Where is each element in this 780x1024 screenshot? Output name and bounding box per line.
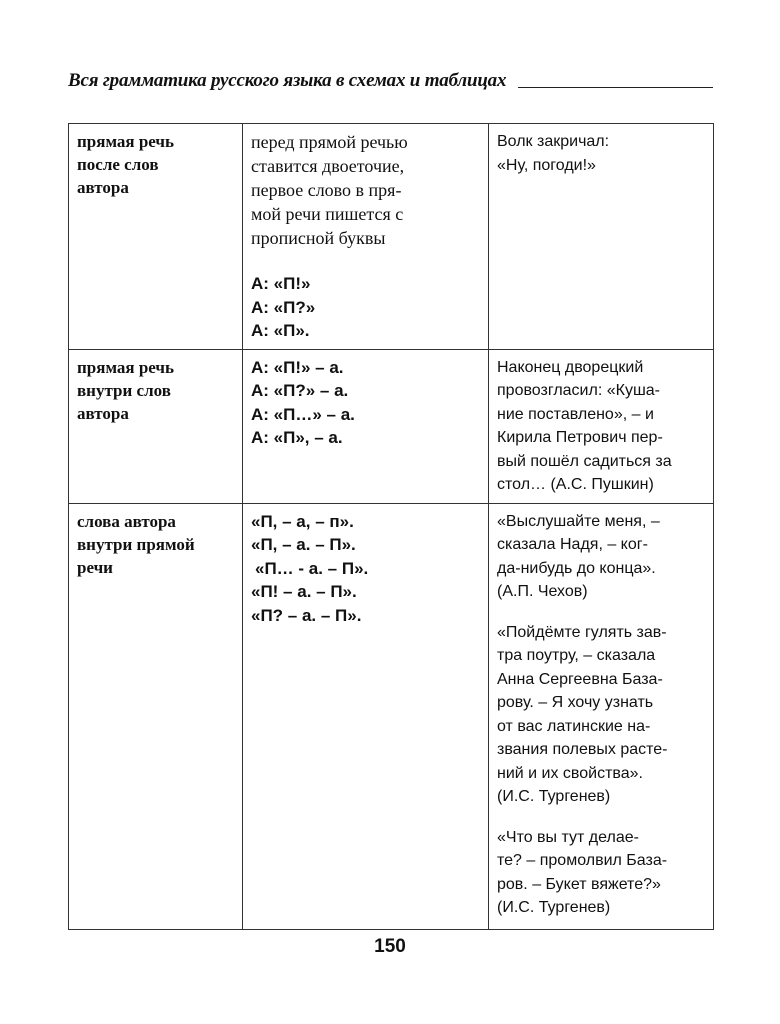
example-line: да-нибудь до конца». <box>497 559 656 577</box>
scheme-line: «П, – а, – п». <box>251 511 354 531</box>
example-line: Кирила Петрович пер- <box>497 429 663 446</box>
scheme-line: А: «П!» <box>251 274 311 293</box>
page-number: 150 <box>374 936 406 957</box>
example-line: «Что вы тут делае- <box>497 828 639 846</box>
scheme-line: А: «П?» <box>251 297 316 317</box>
rule-line: прописной буквы <box>251 228 386 248</box>
rule-line: перед прямой речью <box>251 132 408 152</box>
scheme-line: «П? – а. – П». <box>251 605 362 625</box>
example-line: «Пойдёмте гулять зав- <box>497 623 667 641</box>
term-line: после слов <box>77 155 159 174</box>
example-line: (И.С. Тургенев) <box>497 899 611 916</box>
example-line: «Выслушайте меня, – <box>497 512 660 530</box>
scheme-line: А: «П?» – а. <box>251 381 349 400</box>
term-line: внутри слов <box>77 380 171 400</box>
rule-line: первое слово в пря- <box>251 180 402 200</box>
scheme-line: «П… - а. – П». <box>255 558 369 578</box>
term-line: прямая речь <box>77 357 175 377</box>
table-row <box>69 503 714 929</box>
example-cell <box>489 349 714 503</box>
example-line: сказала Надя, – ког- <box>497 536 648 553</box>
scheme-line: А: «П!» – а. <box>251 357 344 377</box>
example-line: (И.С. Тургенев) <box>497 788 611 805</box>
term-line: слова автора <box>77 511 176 531</box>
example-line: Волк закричал: <box>497 133 610 150</box>
rule-line: мой речи пишется с <box>251 204 404 224</box>
example-line: тра поутру, – сказала <box>497 647 656 664</box>
term-line: речи <box>77 557 113 577</box>
example-block <box>497 510 705 604</box>
example-line: ние поставлено», – и <box>497 405 654 423</box>
example-line: ров. – Букет вяжете?» <box>497 875 661 893</box>
book-title: Вся грамматика русского языка в схемах и таблицах <box>68 70 507 91</box>
example-line: те? – промолвил База- <box>497 852 668 869</box>
example-line: звания полевых расте- <box>497 741 668 758</box>
header-rule <box>518 87 713 88</box>
term-cell <box>69 503 243 929</box>
example-line: вый пошёл садиться за <box>497 452 672 470</box>
example-line: ний и их свойства». <box>497 764 643 782</box>
example-line: провозгласил: «Куша- <box>497 382 660 399</box>
scheme-line: А: «П…» – а. <box>251 404 355 424</box>
running-header <box>68 64 713 92</box>
example-line: Наконец дворецкий <box>497 358 644 376</box>
rule-cell <box>243 503 489 929</box>
term-line: автора <box>77 403 129 423</box>
rule-line: ставится двоеточие, <box>251 156 405 176</box>
scheme-line: А: «П», – а. <box>251 428 343 447</box>
term-line: внутри прямой <box>77 534 195 554</box>
example-cell <box>489 124 714 350</box>
term-cell <box>69 349 243 503</box>
example-line: от вас латинские на- <box>497 717 651 735</box>
example-line: «Ну, погоди!» <box>497 156 596 174</box>
grammar-table <box>68 123 714 930</box>
example-line: (А.П. Чехов) <box>497 583 588 600</box>
example-line: рову. – Я хочу узнать <box>497 694 654 711</box>
example-block <box>497 621 705 809</box>
term-cell <box>69 124 243 350</box>
table-row <box>69 349 714 503</box>
rule-cell <box>243 124 489 350</box>
scheme-line: «П, – а. – П». <box>251 535 356 554</box>
term-line: прямая речь <box>77 132 175 151</box>
table-row <box>69 124 714 350</box>
term-line: автора <box>77 178 129 197</box>
example-line: Анна Сергеевна База- <box>497 670 663 688</box>
rule-cell <box>243 349 489 503</box>
scheme-line: «П! – а. – П». <box>251 582 357 601</box>
example-line: стол… (А.С. Пушкин) <box>497 476 654 493</box>
scheme-line: А: «П». <box>251 321 310 340</box>
example-block <box>497 826 705 920</box>
example-cell <box>489 503 714 929</box>
